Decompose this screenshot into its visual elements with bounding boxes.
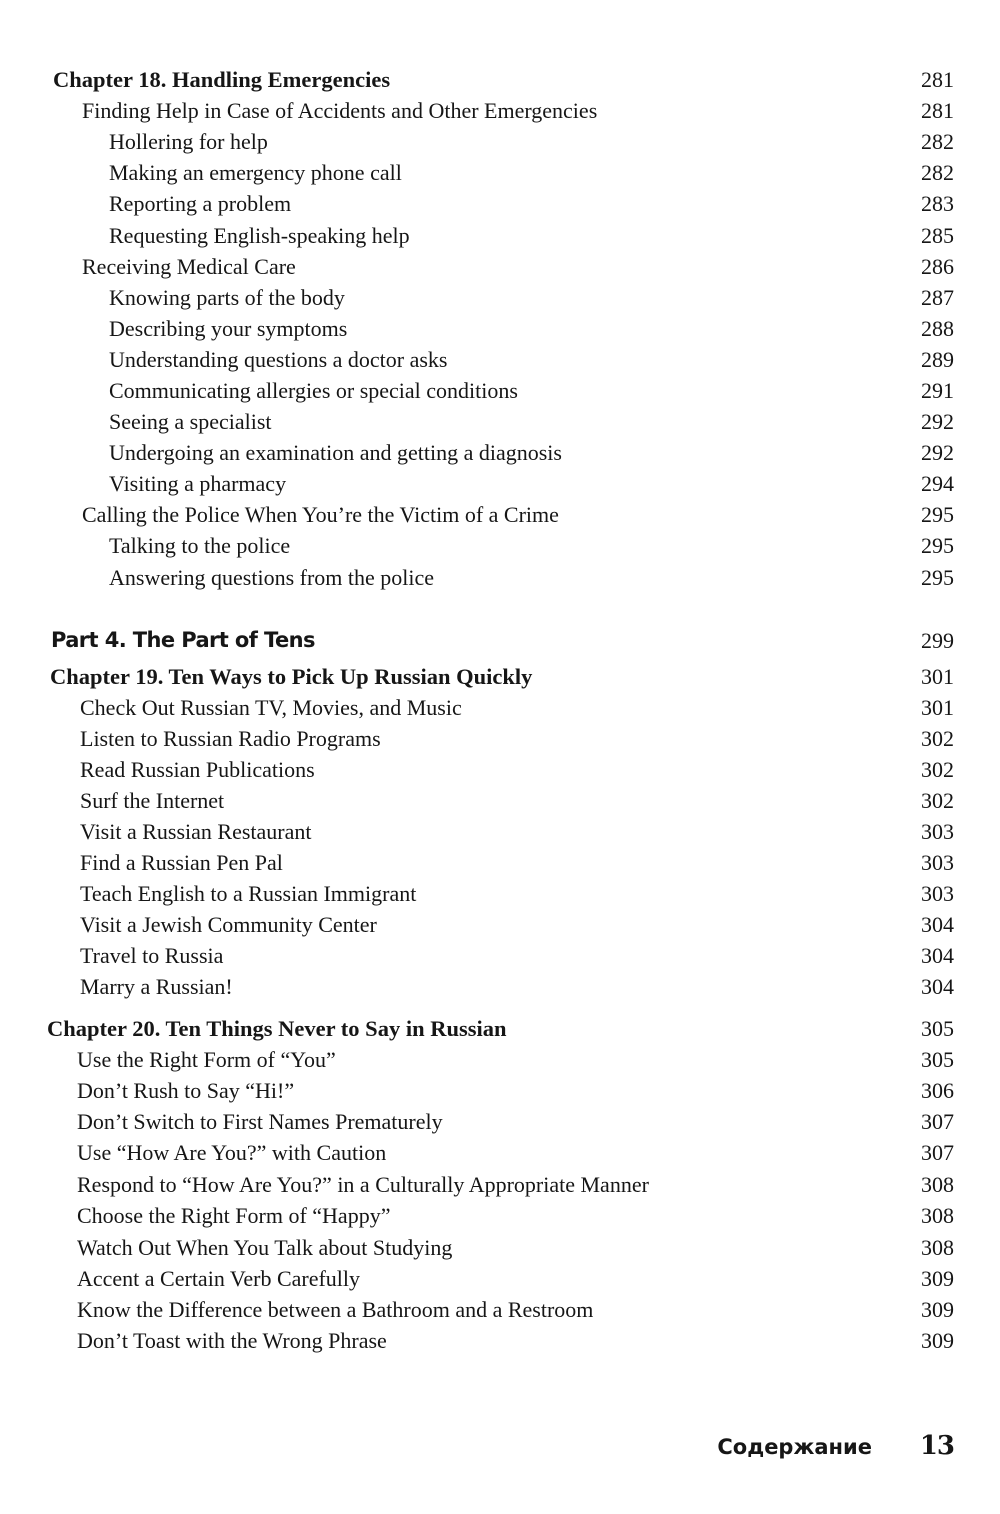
toc-entry-title: Talking to the police [109, 533, 291, 558]
toc-entry-section [0, 723, 1000, 754]
toc-entry-subsection [0, 188, 1000, 219]
toc-entry-chapter [0, 1013, 1000, 1044]
toc-entry-subsection [0, 282, 1000, 313]
toc-entry-title: Hollering for help [109, 129, 268, 154]
toc-entry-page-number: 302 [921, 726, 954, 751]
toc-entry-page-number: 309 [921, 1297, 954, 1322]
toc-entry-section [0, 1263, 1000, 1294]
toc-entry-title: Finding Help in Case of Accidents and Other Emergencies [82, 98, 598, 123]
toc-entry-title: Describing your symptoms [109, 316, 348, 341]
toc-entry-title: Surf the Internet [80, 788, 225, 813]
toc-entry-section [0, 754, 1000, 785]
toc-entry-page-number: 303 [921, 819, 954, 844]
toc-entry-title: Understanding questions a doctor asks [109, 347, 448, 372]
toc-entry-page-number: 283 [921, 191, 954, 216]
toc-entry-page-number: 294 [921, 471, 954, 496]
toc-entry-title: Receiving Medical Care [82, 254, 296, 279]
toc-entry-page-number: 308 [921, 1203, 954, 1228]
running-footer-label: Содержание [717, 1435, 872, 1459]
toc-entry-section [0, 1137, 1000, 1168]
toc-entry-title: Undergoing an examination and getting a diagnosis [109, 440, 562, 465]
toc-entry-page-number: 302 [921, 757, 954, 782]
toc-entry-title: Chapter 19. Ten Ways to Pick Up Russian Quickly [50, 664, 533, 689]
toc-entry-title: Visiting a pharmacy [109, 471, 287, 496]
toc-entry-page-number: 288 [921, 316, 954, 341]
toc-entry-section [0, 692, 1000, 723]
toc-entry-title: Accent a Certain Verb Carefully [77, 1266, 361, 1291]
toc-entry-title: Respond to “How Are You?” in a Culturally Appropriate Manner [77, 1172, 649, 1197]
toc-entry-page-number: 303 [921, 881, 954, 906]
toc-entry-title: Don’t Toast with the Wrong Phrase [77, 1328, 387, 1353]
toc-entry-title: Visit a Jewish Community Center [80, 912, 377, 937]
toc-entry-title: Calling the Police When You’re the Victim of a Crime [82, 502, 559, 527]
toc-entry-page-number: 282 [921, 129, 954, 154]
toc-entry-page-number: 304 [921, 912, 954, 937]
toc-entry-page-number: 301 [921, 695, 954, 720]
toc-entry-section [0, 95, 1000, 126]
toc-entry-page-number: 295 [921, 533, 954, 558]
toc-entry-section [0, 971, 1000, 1002]
toc-entry-subsection [0, 344, 1000, 375]
toc-entry-subsection [0, 406, 1000, 437]
toc-entry-page-number: 281 [921, 98, 954, 123]
toc-entry-title: Don’t Rush to Say “Hi!” [77, 1078, 295, 1103]
toc-entry-page-number: 285 [921, 223, 954, 248]
toc-entry-page-number: 302 [921, 788, 954, 813]
toc-entry-subsection [0, 126, 1000, 157]
toc-entry-page-number: 292 [921, 440, 954, 465]
toc-entry-page-number: 305 [921, 1016, 954, 1041]
toc-entry-title: Seeing a specialist [109, 409, 272, 434]
toc-entry-part [0, 625, 1000, 656]
toc-entry-chapter [0, 64, 1000, 95]
toc-entry-title: Chapter 20. Ten Things Never to Say in Russian [47, 1016, 507, 1041]
toc-entry-title: Chapter 18. Handling Emergencies [53, 67, 391, 92]
toc-entry-section [0, 785, 1000, 816]
toc-entry-subsection [0, 562, 1000, 593]
toc-entry-page-number: 295 [921, 502, 954, 527]
toc-entry-title: Read Russian Publications [80, 757, 315, 782]
toc-entry-title: Answering questions from the police [109, 565, 435, 590]
toc-entry-page-number: 309 [921, 1328, 954, 1353]
toc-entry-section [0, 251, 1000, 282]
toc-entry-page-number: 301 [921, 664, 954, 689]
toc-entry-subsection [0, 220, 1000, 251]
toc-entry-page-number: 299 [921, 628, 954, 653]
toc-entry-title: Reporting a problem [109, 191, 292, 216]
toc-entry-section [0, 1106, 1000, 1137]
toc-entry-section [0, 940, 1000, 971]
toc-entry-page-number: 281 [921, 67, 954, 92]
toc-entry-title: Don’t Switch to First Names Prematurely [77, 1109, 443, 1134]
toc-entry-chapter [0, 661, 1000, 692]
toc-entry-title: Requesting English-speaking help [109, 223, 410, 248]
toc-entry-section [0, 878, 1000, 909]
toc-entry-subsection [0, 468, 1000, 499]
toc-entry-title: Check Out Russian TV, Movies, and Music [80, 695, 462, 720]
toc-entry-section [0, 1169, 1000, 1200]
toc-entry-title: Watch Out When You Talk about Studying [77, 1235, 453, 1260]
toc-entry-page-number: 303 [921, 850, 954, 875]
toc-entry-section [0, 1232, 1000, 1263]
toc-entry-section [0, 1075, 1000, 1106]
toc-entry-page-number: 307 [921, 1109, 954, 1134]
toc-entry-title: Communicating allergies or special conditions [109, 378, 518, 403]
toc-entry-page-number: 304 [921, 943, 954, 968]
toc-entry-title: Know the Difference between a Bathroom and a Restroom [77, 1297, 594, 1322]
toc-entry-page-number: 306 [921, 1078, 954, 1103]
toc-entry-section [0, 1294, 1000, 1325]
toc-entry-title: Visit a Russian Restaurant [80, 819, 312, 844]
toc-entry-page-number: 307 [921, 1140, 954, 1165]
toc-entry-subsection [0, 157, 1000, 188]
toc-entry-subsection [0, 313, 1000, 344]
toc-entry-page-number: 292 [921, 409, 954, 434]
toc-entry-subsection [0, 530, 1000, 561]
toc-entry-subsection [0, 437, 1000, 468]
toc-entry-title: Find a Russian Pen Pal [80, 850, 283, 875]
toc-entry-page-number: 286 [921, 254, 954, 279]
toc-entry-title: Marry a Russian! [80, 974, 233, 999]
toc-entry-section [0, 816, 1000, 847]
toc-entry-section [0, 847, 1000, 878]
toc-entry-page-number: 291 [921, 378, 954, 403]
toc-entry-page-number: 287 [921, 285, 954, 310]
toc-entry-section [0, 499, 1000, 530]
toc-entry-section [0, 1044, 1000, 1075]
toc-entry-title: Teach English to a Russian Immigrant [80, 881, 417, 906]
toc-entry-section [0, 1325, 1000, 1356]
toc-entry-title: Listen to Russian Radio Programs [80, 726, 381, 751]
toc-entry-title: Use the Right Form of “You” [77, 1047, 336, 1072]
toc-entry-section [0, 909, 1000, 940]
toc-entry-title: Knowing parts of the body [109, 285, 345, 310]
toc-entry-title: Part 4. The Part of Tens [51, 628, 315, 652]
toc-entry-section [0, 1200, 1000, 1231]
toc-entry-page-number: 282 [921, 160, 954, 185]
toc-entry-title: Making an emergency phone call [109, 160, 402, 185]
toc-entry-page-number: 308 [921, 1235, 954, 1260]
toc-entry-page-number: 309 [921, 1266, 954, 1291]
toc-entry-page-number: 308 [921, 1172, 954, 1197]
toc-entry-page-number: 305 [921, 1047, 954, 1072]
toc-entry-title: Travel to Russia [80, 943, 224, 968]
toc-entry-page-number: 295 [921, 565, 954, 590]
toc-entry-subsection [0, 375, 1000, 406]
toc-entry-title: Use “How Are You?” with Caution [77, 1140, 387, 1165]
toc-entry-page-number: 289 [921, 347, 954, 372]
page-number: 13 [919, 1431, 954, 1461]
toc-entry-title: Choose the Right Form of “Happy” [77, 1203, 391, 1228]
toc-entry-page-number: 304 [921, 974, 954, 999]
